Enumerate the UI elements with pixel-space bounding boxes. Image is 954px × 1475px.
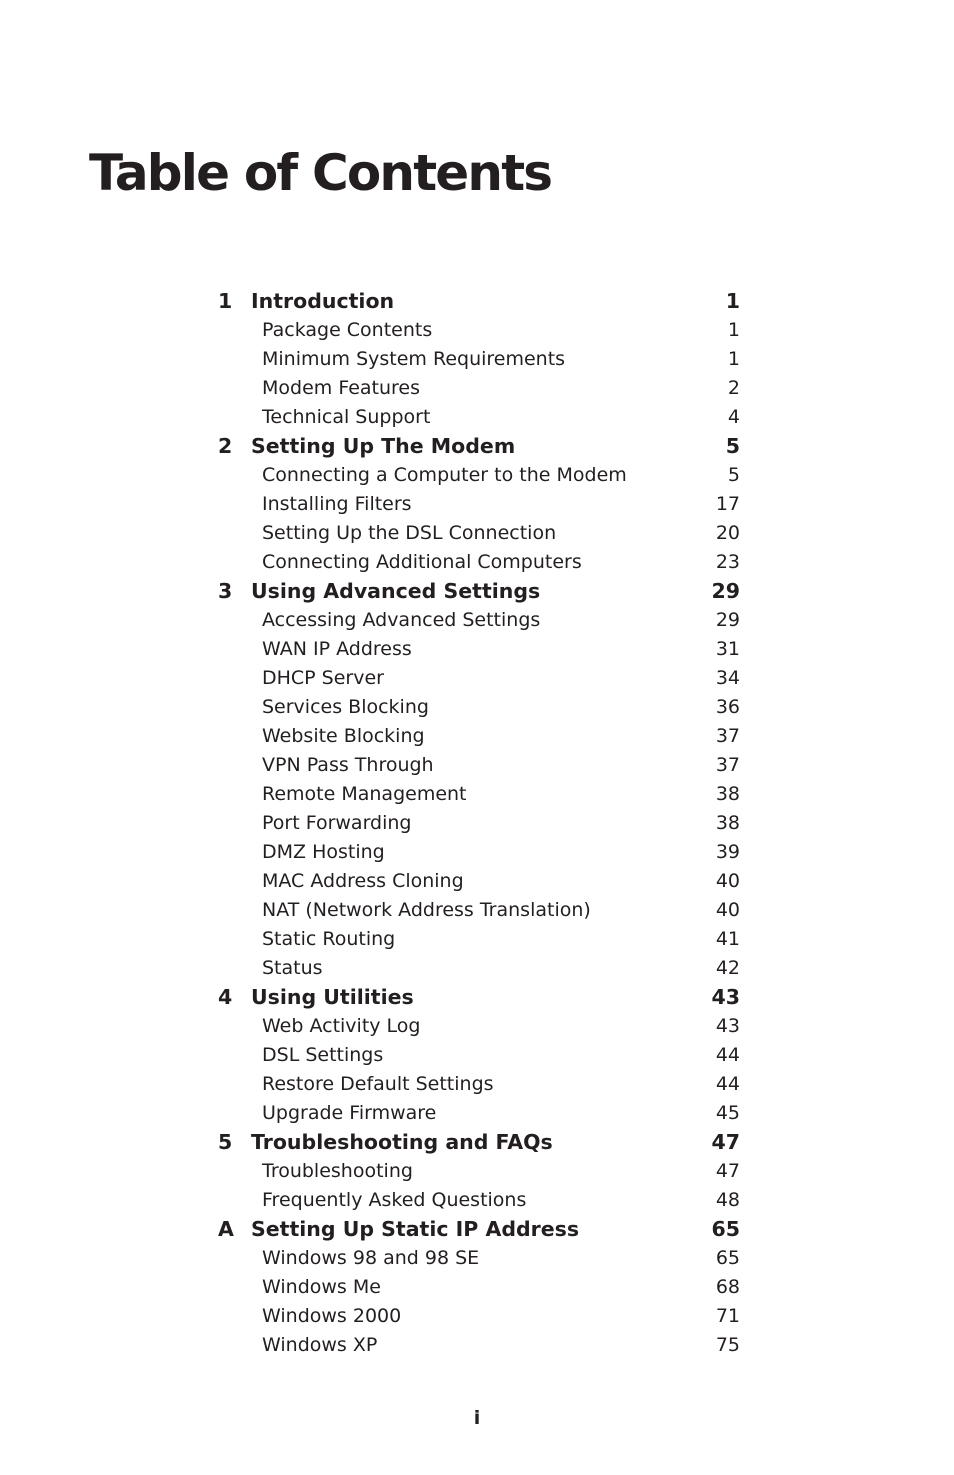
chapter-title: Introduction	[251, 289, 395, 313]
chapter-page-number: 5	[725, 434, 740, 458]
toc-section-row[interactable]	[218, 548, 740, 577]
section-page-number: 44	[715, 1073, 740, 1095]
section-page-number: 39	[715, 841, 740, 863]
toc-section-row[interactable]	[218, 1302, 740, 1331]
section-page-number: 1	[727, 348, 740, 370]
toc-section-row[interactable]	[218, 403, 740, 432]
chapter-title: Using Utilities	[251, 985, 414, 1009]
chapter-page-number: 29	[711, 579, 740, 603]
toc-section-row[interactable]	[218, 635, 740, 664]
section-title: Frequently Asked Questions	[262, 1189, 527, 1211]
toc-section-row[interactable]	[218, 1099, 740, 1128]
chapter-number: 5	[218, 1130, 233, 1154]
toc-section-row[interactable]	[218, 374, 740, 403]
toc-section-row[interactable]	[218, 1244, 740, 1273]
section-page-number: 38	[715, 783, 740, 805]
toc-section-row[interactable]	[218, 780, 740, 809]
section-page-number: 47	[715, 1160, 740, 1182]
toc-section-row[interactable]	[218, 809, 740, 838]
section-title: Web Activity Log	[262, 1015, 421, 1037]
toc-section-row[interactable]	[218, 1273, 740, 1302]
section-page-number: 65	[715, 1247, 740, 1269]
section-title: VPN Pass Through	[262, 754, 434, 776]
toc-chapter-row[interactable]	[218, 432, 740, 461]
chapter-title: Setting Up The Modem	[251, 434, 516, 458]
toc-section-row[interactable]	[218, 345, 740, 374]
section-title: Status	[262, 957, 323, 979]
section-title: DSL Settings	[262, 1044, 384, 1066]
chapter-title: Troubleshooting and FAQs	[251, 1130, 553, 1154]
toc-section-row[interactable]	[218, 1070, 740, 1099]
section-title: NAT (Network Address Translation)	[262, 899, 591, 921]
toc-section-row[interactable]	[218, 490, 740, 519]
section-page-number: 38	[715, 812, 740, 834]
toc-section-row[interactable]	[218, 1012, 740, 1041]
section-page-number: 43	[715, 1015, 740, 1037]
section-title: Technical Support	[262, 406, 431, 428]
toc-section-row[interactable]	[218, 1041, 740, 1070]
section-page-number: 36	[715, 696, 740, 718]
chapter-title: Using Advanced Settings	[251, 579, 541, 603]
section-title: Installing Filters	[262, 493, 412, 515]
toc-section-row[interactable]	[218, 1331, 740, 1360]
page-number: i	[473, 1407, 481, 1429]
section-page-number: 44	[715, 1044, 740, 1066]
section-title: Services Blocking	[262, 696, 429, 718]
section-page-number: 2	[727, 377, 740, 399]
toc-section-row[interactable]	[218, 751, 740, 780]
section-title: Package Contents	[262, 319, 433, 341]
section-title: Accessing Advanced Settings	[262, 609, 541, 631]
section-title: DMZ Hosting	[262, 841, 385, 863]
section-page-number: 17	[715, 493, 740, 515]
chapter-page-number: 47	[711, 1130, 740, 1154]
section-title: Restore Default Settings	[262, 1073, 494, 1095]
toc-section-row[interactable]	[218, 867, 740, 896]
toc-section-row[interactable]	[218, 316, 740, 345]
section-page-number: 48	[715, 1189, 740, 1211]
section-page-number: 5	[727, 464, 740, 486]
toc-section-row[interactable]	[218, 664, 740, 693]
section-page-number: 40	[715, 899, 740, 921]
section-page-number: 40	[715, 870, 740, 892]
section-title: Upgrade Firmware	[262, 1102, 437, 1124]
section-title: Windows 2000	[262, 1305, 402, 1327]
toc-section-row[interactable]	[218, 838, 740, 867]
section-page-number: 45	[715, 1102, 740, 1124]
section-page-number: 37	[715, 754, 740, 776]
chapter-number: A	[218, 1217, 234, 1241]
table-of-contents	[218, 287, 740, 1360]
section-title: Remote Management	[262, 783, 467, 805]
chapter-number: 2	[218, 434, 233, 458]
section-page-number: 23	[715, 551, 740, 573]
toc-section-row[interactable]	[218, 519, 740, 548]
section-page-number: 29	[715, 609, 740, 631]
section-page-number: 31	[715, 638, 740, 660]
section-title: Setting Up the DSL Connection	[262, 522, 557, 544]
section-title: Static Routing	[262, 928, 396, 950]
toc-chapter-row[interactable]	[218, 1215, 740, 1244]
section-page-number: 34	[715, 667, 740, 689]
chapter-number: 3	[218, 579, 233, 603]
toc-section-row[interactable]	[218, 896, 740, 925]
section-title: Modem Features	[262, 377, 421, 399]
section-page-number: 37	[715, 725, 740, 747]
section-page-number: 1	[727, 319, 740, 341]
chapter-page-number: 65	[711, 1217, 740, 1241]
section-title: Windows Me	[262, 1276, 381, 1298]
section-title: Windows XP	[262, 1334, 378, 1356]
chapter-number: 4	[218, 985, 233, 1009]
toc-chapter-row[interactable]	[218, 1128, 740, 1157]
section-page-number: 71	[715, 1305, 740, 1327]
toc-chapter-row[interactable]	[218, 577, 740, 606]
section-page-number: 42	[715, 957, 740, 979]
section-title: DHCP Server	[262, 667, 384, 689]
section-title: Website Blocking	[262, 725, 425, 747]
page-title: Table of Contents	[89, 144, 552, 202]
section-title: Windows 98 and 98 SE	[262, 1247, 480, 1269]
section-title: MAC Address Cloning	[262, 870, 464, 892]
toc-section-row[interactable]	[218, 606, 740, 635]
section-title: Minimum System Requirements	[262, 348, 566, 370]
toc-section-row[interactable]	[218, 954, 740, 983]
section-title: Port Forwarding	[262, 812, 412, 834]
chapter-page-number: 1	[725, 289, 740, 313]
chapter-number: 1	[218, 289, 233, 313]
section-title: Troubleshooting	[262, 1160, 413, 1182]
toc-section-row[interactable]	[218, 1186, 740, 1215]
toc-chapter-row[interactable]	[218, 287, 740, 316]
section-title: Connecting a Computer to the Modem	[262, 464, 627, 486]
toc-section-row[interactable]	[218, 1157, 740, 1186]
section-title: WAN IP Address	[262, 638, 412, 660]
chapter-title: Setting Up Static IP Address	[251, 1217, 580, 1241]
toc-section-row[interactable]	[218, 693, 740, 722]
section-title: Connecting Additional Computers	[262, 551, 582, 573]
section-page-number: 41	[715, 928, 740, 950]
section-page-number: 4	[727, 406, 740, 428]
section-page-number: 75	[715, 1334, 740, 1356]
section-page-number: 20	[715, 522, 740, 544]
section-page-number: 68	[715, 1276, 740, 1298]
toc-section-row[interactable]	[218, 925, 740, 954]
toc-section-row[interactable]	[218, 461, 740, 490]
toc-chapter-row[interactable]	[218, 983, 740, 1012]
chapter-page-number: 43	[711, 985, 740, 1009]
toc-section-row[interactable]	[218, 722, 740, 751]
